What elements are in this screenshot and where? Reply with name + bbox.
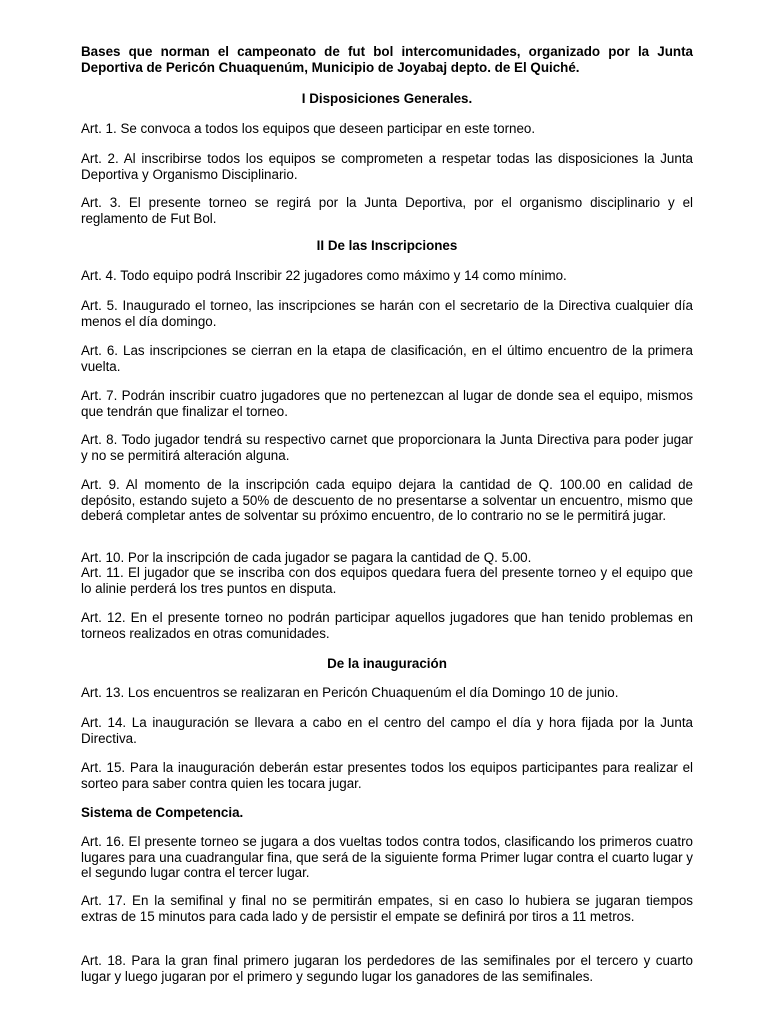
article-1: Art. 1. Se convoca a todos los equipos que deseen participar en este torneo. xyxy=(81,121,536,136)
article-8: Art. 8. Todo jugador tendrá su respectivo carnet que proporcionara la Junta Directiva para poder jugar y no se permitirá alteración alguna. xyxy=(81,432,693,463)
section-heading-inauguracion: De la inauguración xyxy=(327,656,447,671)
article-12: Art. 12. En el presente torneo no podrán participar aquellos jugadores que han tenido problemas en torneos realizados en otras comunidades. xyxy=(81,610,693,641)
article-2: Art. 2. Al inscribirse todos los equipos se comprometen a respetar todas las disposiciones la Junta Deportiva y Organismo Disciplinario. xyxy=(81,151,693,182)
article-4: Art. 4. Todo equipo podrá Inscribir 22 jugadores como máximo y 14 como mínimo. xyxy=(81,268,567,283)
section-heading-competencia: Sistema de Competencia. xyxy=(81,805,244,820)
article-6: Art. 6. Las inscripciones se cierran en la etapa de clasificación, en el último encuentro de la primera vuelta. xyxy=(81,343,693,374)
article-15: Art. 15. Para la inauguración deberán estar presentes todos los equipos participantes para realizar el sorteo para saber contra quien les tocara jugar. xyxy=(81,760,693,791)
article-13: Art. 13. Los encuentros se realizaran en Pericón Chuaquenúm el día Domingo 10 de junio. xyxy=(81,685,619,700)
article-10: Art. 10. Por la inscripción de cada jugador se pagara la cantidad de Q. 5.00. xyxy=(81,550,532,565)
article-14: Art. 14. La inauguración se llevara a cabo en el centro del campo el día y hora fijada por la Junta Directiva. xyxy=(81,715,693,746)
section-heading-inscripciones: II De las Inscripciones xyxy=(316,238,458,253)
article-3: Art. 3. El presente torneo se regirá por la Junta Deportiva, por el organismo disciplinario y el reglamento de Fut Bol. xyxy=(81,195,693,226)
article-17: Art. 17. En la semifinal y final no se permitirán empates, si en caso lo hubiera se jugaran tiempos extras de 15 minutos para cada lado y de persistir el empate se definirá por tiros a 11 metros. xyxy=(81,893,693,924)
article-16: Art. 16. El presente torneo se jugara a dos vueltas todos contra todos, clasificando los primeros cuatro lugares para una cuadrangular fina, que será de la siguiente forma Primer lugar contra el cuarto lugar y el segundo lugar contra el tercer lugar. xyxy=(81,834,693,881)
article-9: Art. 9. Al momento de la inscripción cada equipo dejara la cantidad de Q. 100.00 en calidad de depósito, estando sujeto a 50% de descuento de no presentarse a solventar un encuentro, mismo que deberá completar antes de solventar su próximo encuentro, de lo contrario no se le permitirá jugar. xyxy=(81,477,693,524)
document-title: Bases que norman el campeonato de fut bol intercomunidades, organizado por la Junta Deportiva de Pericón Chuaquenúm, Municipio de Joyabaj depto. de El Quiché. xyxy=(81,44,693,75)
article-11: Art. 11. El jugador que se inscriba con dos equipos quedara fuera del presente torneo y el equipo que lo alinie perderá los tres puntos en disputa. xyxy=(81,565,693,596)
article-7: Art. 7. Podrán inscribir cuatro jugadores que no pertenezcan al lugar de donde sea el equipo, mismos que tendrán que finalizar el torneo. xyxy=(81,388,693,419)
article-5: Art. 5. Inaugurado el torneo, las inscripciones se harán con el secretario de la Directiva cualquier día menos el día domingo. xyxy=(81,298,693,329)
section-heading-general: I Disposiciones Generales. xyxy=(301,91,473,106)
article-18: Art. 18. Para la gran final primero jugaran los perdedores de las semifinales por el tercero y cuarto lugar y luego jugaran por el primero y segundo lugar los ganadores de las semifinales. xyxy=(81,953,693,984)
